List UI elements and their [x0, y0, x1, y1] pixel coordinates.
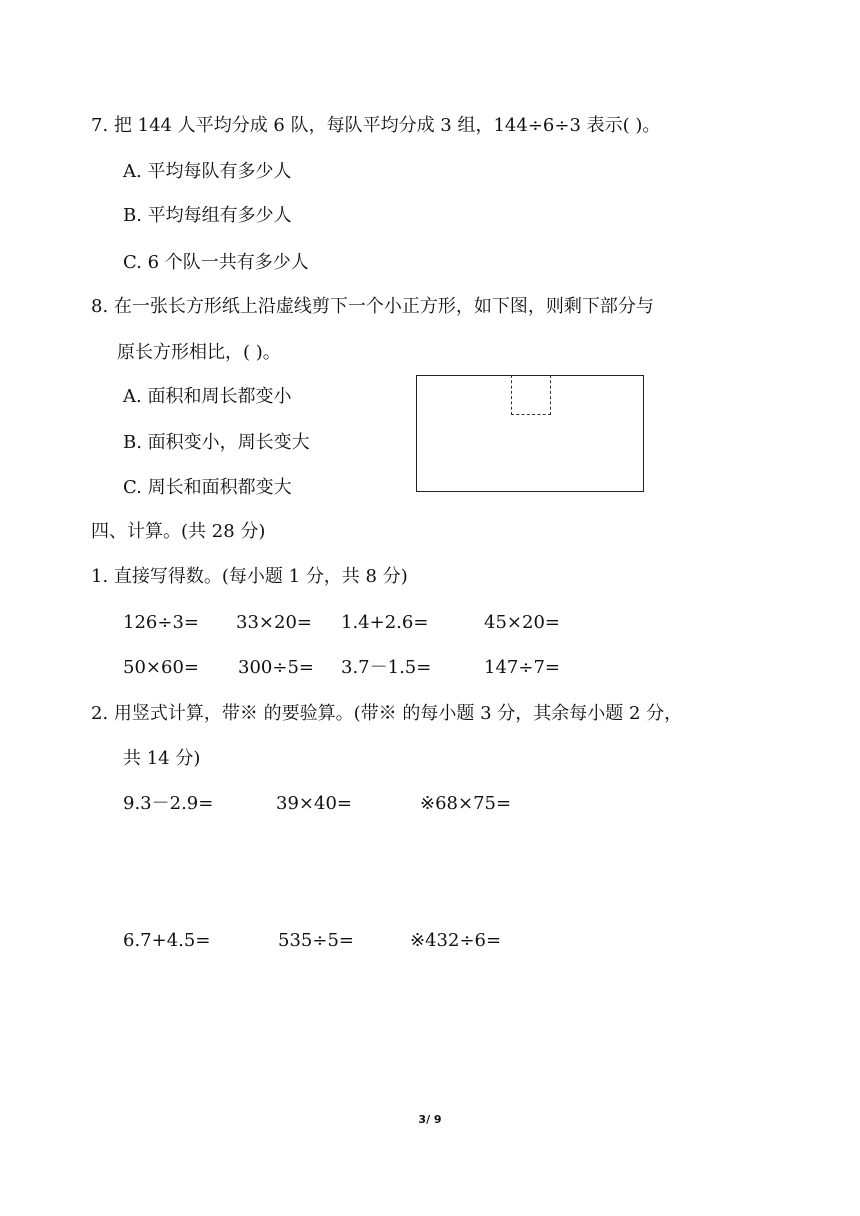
part1-r2-c4: 147÷7= — [484, 657, 560, 678]
q8-option-b: B. 面积变小，周长变大 — [123, 432, 310, 453]
part1-r1-c1: 126÷3= — [123, 612, 199, 633]
q7-option-c: C. 6 个队一共有多少人 — [123, 252, 309, 273]
part1-r2-c3: 3.7－1.5= — [341, 657, 432, 678]
part1-r2-c2: 300÷5= — [238, 657, 314, 678]
q7-option-a: A. 平均每队有多少人 — [123, 161, 292, 182]
part1-r2-c1: 50×60= — [123, 657, 199, 678]
rectangle-figure — [416, 375, 644, 492]
section-title: 四、计算。(共 28 分) — [91, 521, 266, 542]
part2-r1-c2: 39×40= — [276, 793, 352, 814]
q8-stem-line1: 8. 在一张长方形纸上沿虚线剪下一个小正方形，如下图，则剩下部分与 — [91, 296, 654, 317]
part2-r2-c1: 6.7+4.5= — [123, 930, 211, 951]
part2-r2-c3: ※432÷6= — [410, 930, 502, 951]
page-number: 3/ 9 — [418, 1113, 442, 1126]
part2-title-line1: 2. 用竖式计算，带※ 的要验算。(带※ 的每小题 3 分，其余每小题 2 分， — [91, 703, 683, 724]
q8-option-a: A. 面积和周长都变小 — [123, 386, 292, 407]
q8-stem-line2: 原长方形相比，( )。 — [117, 342, 281, 363]
part1-r1-c4: 45×20= — [484, 612, 560, 633]
part2-title-line2: 共 14 分) — [123, 748, 201, 769]
part2-r1-c3: ※68×75= — [420, 793, 512, 814]
q8-option-c: C. 周长和面积都变大 — [123, 477, 292, 498]
dashed-square-cutout — [511, 375, 551, 415]
q7-option-b: B. 平均每组有多少人 — [123, 205, 292, 226]
part1-r1-c3: 1.4+2.6= — [341, 612, 429, 633]
part1-title: 1. 直接写得数。(每小题 1 分，共 8 分) — [91, 566, 408, 587]
part1-r1-c2: 33×20= — [236, 612, 312, 633]
q7-stem: 7. 把 144 人平均分成 6 队，每队平均分成 3 组，144÷6÷3 表示( )。 — [91, 115, 661, 136]
part2-r1-c1: 9.3－2.9= — [123, 793, 214, 814]
part2-r2-c2: 535÷5= — [278, 930, 354, 951]
